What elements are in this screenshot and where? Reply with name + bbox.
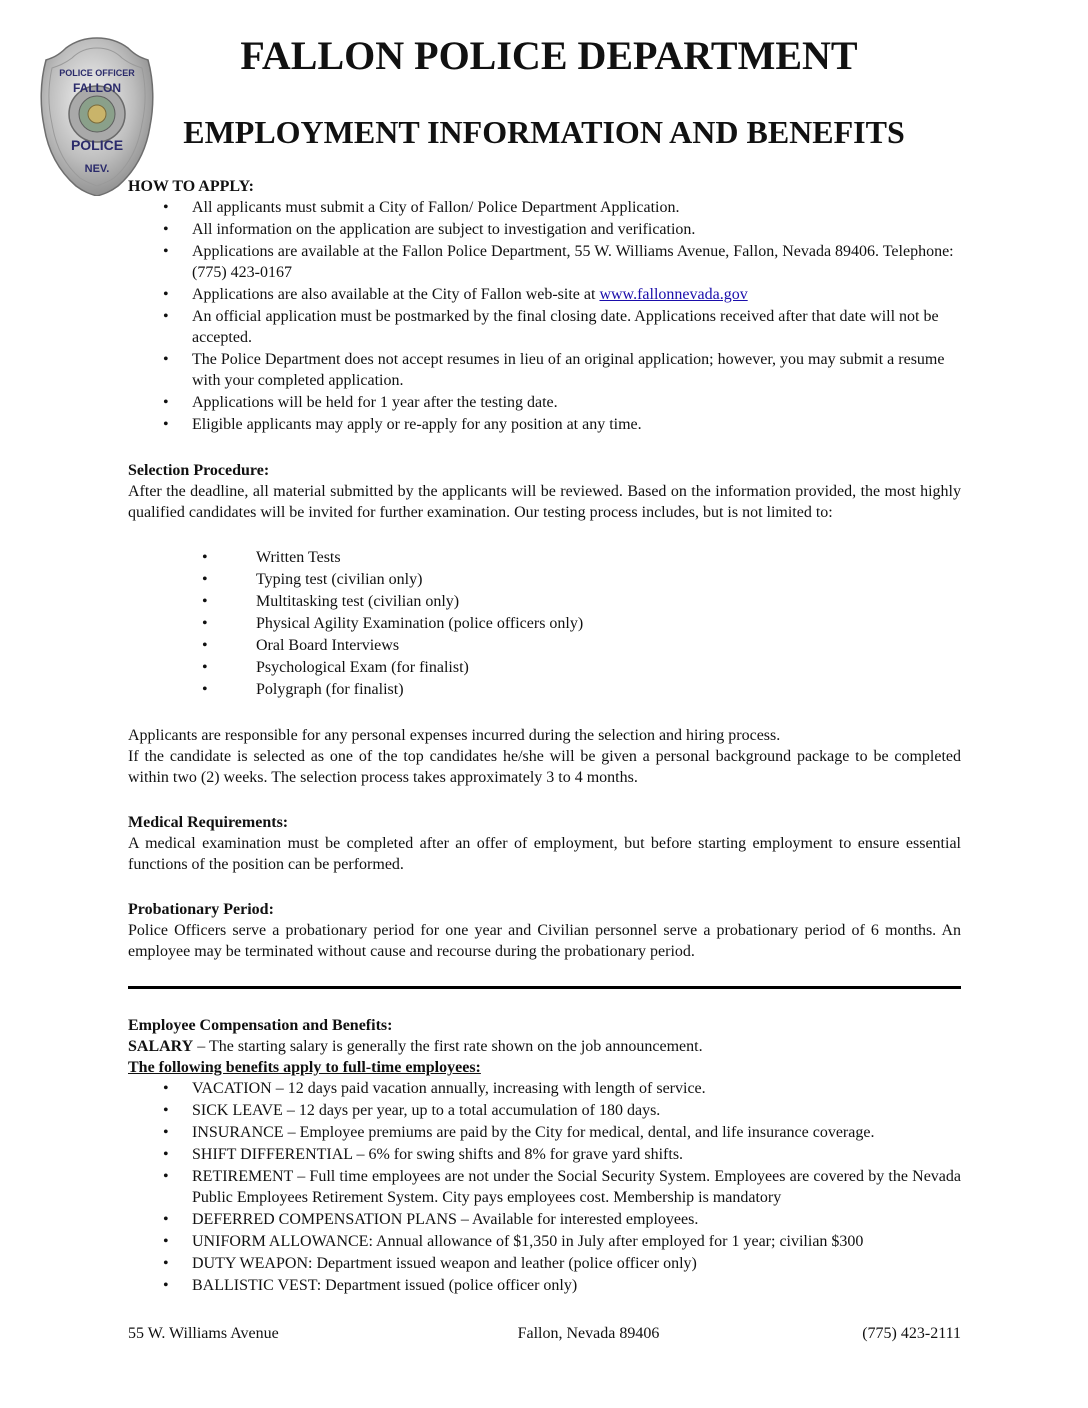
list-item: • SICK LEAVE – 12 days per year, up to a total accumulation of 180 days. [128,1100,961,1121]
selection-heading: Selection Procedure: [128,462,270,479]
list-item: • BALLISTIC VEST: Department issued (police officer only) [128,1275,961,1296]
list-item: • All information on the application are subject to investigation and verification. [128,219,961,240]
badge-word-text: POLICE [70,137,124,153]
list-item: • SHIFT DIFFERENTIAL – 6% for swing shifts and 8% for grave yard shifts. [128,1144,961,1165]
footer-city: Fallon, Nevada 89406 [517,1325,660,1342]
list-item: • INSURANCE – Employee premiums are paid by the City for medical, dental, and life insurance coverage. [128,1122,961,1143]
selection-text: After the deadline, all material submitted by the applicants will be reviewed. Based on the information provided, the most highly qualified candidates will be invited for further examination. Our testing process includes, but is not limited to: [128,483,961,521]
list-item: • Applications will be held for 1 year after the testing date. [128,392,961,413]
list-item: • All applicants must submit a City of Fallon/ Police Department Application. [128,197,961,218]
medical-text: A medical examination must be completed after an offer of employment, but before starting employment to ensure essential functions of the position can be performed. [128,835,961,873]
fulltime-benefits-heading: The following benefits apply to full-time employees: [128,1059,481,1076]
footer-phone: (775) 423-2111 [862,1325,961,1342]
list-item: • Physical Agility Examination (police officers only) [128,613,961,634]
how-to-apply-list [128,197,961,435]
medical-heading: Medical Requirements: [128,814,289,831]
section-divider [128,986,961,989]
benefits-heading: Employee Compensation and Benefits: [128,1017,393,1034]
how-to-apply-heading: HOW TO APPLY: [128,178,254,195]
footer-address: 55 W. Williams Avenue [128,1325,279,1342]
list-item: • Eligible applicants may apply or re-apply for any position at any time. [128,414,961,435]
list-item: • DEFERRED COMPENSATION PLANS – Available for interested employees. [128,1209,961,1230]
badge-top-text: POLICE OFFICER [59,68,135,78]
list-item: • VACATION – 12 days paid vacation annually, increasing with length of service. [128,1078,961,1099]
tests-list [128,547,961,700]
salary-line: SALARY – The starting salary is generally the first rate shown on the job announcement. [128,1038,703,1055]
list-item: • Applications are available at the Fallon Police Department, 55 W. Williams Avenue, Fallon, Nevada 89406. Telephone: (775) 423-0167 [128,241,961,283]
page-title: FALLON POLICE DEPARTMENT [240,33,858,78]
document-body [128,176,961,1297]
probation-heading: Probationary Period: [128,901,274,918]
city-website-link[interactable]: www.fallonnevada.gov [599,286,748,303]
badge-state-text: NEV. [84,163,110,175]
list-item: • The Police Department does not accept resumes in lieu of an original application; however, you may submit a resume with your completed application. [128,349,961,391]
selection-background-text: If the candidate is selected as one of the top candidates he/she will be given a personal background package to be completed within two (2) weeks. The selection process takes approximately 3 to 4 months. [128,748,961,786]
benefits-list [128,1078,961,1296]
list-item: • Polygraph (for finalist) [128,679,961,700]
list-item: • Written Tests [128,547,961,568]
list-item: • UNIFORM ALLOWANCE: Annual allowance of $1,350 in July after employed for 1 year; civilian $300 [128,1231,961,1252]
list-item: • Typing test (civilian only) [128,569,961,590]
list-item: • DUTY WEAPON: Department issued weapon and leather (police officer only) [128,1253,961,1274]
page-footer [128,1325,961,1343]
selection-expenses-text: Applicants are responsible for any personal expenses incurred during the selection and hiring process. [128,727,781,744]
list-item: • Oral Board Interviews [128,635,961,656]
list-item: • Applications are also available at the City of Fallon web-site at www.fallonnevada.gov [128,284,961,305]
list-item: • RETIREMENT – Full time employees are not under the Social Security System. Employees are covered by the Nevada Public Employees Retirement System. City pays employees cost. Membership is mandatory [128,1166,961,1208]
list-item: • Psychological Exam (for finalist) [128,657,961,678]
probation-text: Police Officers serve a probationary period for one year and Civilian personnel serve a probationary period of 6 months. An employee may be terminated without cause and recourse during the probationary period. [128,922,961,960]
list-item: • An official application must be postmarked by the final closing date. Applications received after that date will not be accepted. [128,306,961,348]
badge-city-text: FALLON [73,81,121,95]
page-subtitle: EMPLOYMENT INFORMATION AND BENEFITS [183,114,905,150]
list-item: • Multitasking test (civilian only) [128,591,961,612]
